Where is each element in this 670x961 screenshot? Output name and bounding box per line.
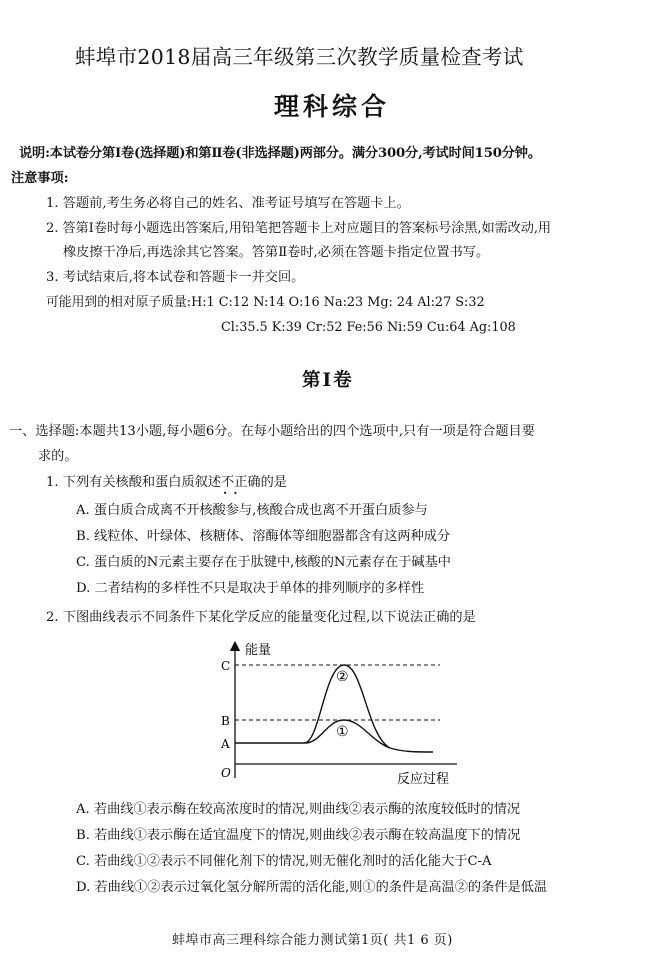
question-2-option-d: D. 若曲线①②表示过氧化氢分解所需的活化能,则①的条件是高温②的条件是低温: [76, 880, 548, 895]
notice-item-2-line-2: 橡皮擦干净后,再选涂其它答案。答第Ⅱ卷时,必须在答题卡指定位置书写。: [63, 245, 490, 260]
question-1-stem-emphasis: 不正确 · ·: [221, 475, 261, 490]
notice-heading: 注意事项:: [11, 171, 69, 186]
atomic-mass-line-1: 可能用到的相对原子质量:H:1 C:12 N:14 O:16 Na:23 Mg: 24 Al:27 S:32: [46, 295, 485, 310]
notice-item-3: 3. 考试结束后,将本试卷和答题卡一并交回。: [46, 270, 305, 285]
origin-label: O: [221, 766, 231, 780]
section-intro-line-2: 求的。: [38, 449, 78, 464]
question-2-stem: 2. 下图曲线表示不同条件下某化学反应的能量变化过程,以下说法正确的是: [46, 610, 476, 625]
level-b-label: B: [221, 714, 230, 728]
question-1-option-d: D. 二者结构的多样性不只是取决于单体的排列顺序的多样性: [76, 581, 425, 596]
exam-subtitle: 理科综合: [274, 92, 391, 121]
y-axis-label: 能量: [245, 643, 272, 658]
level-a-label: A: [221, 737, 230, 751]
question-1-stem: [46, 476, 287, 489]
x-axis-label: 反应过程: [397, 772, 450, 787]
question-2-option-b: B. 若曲线①表示酶在适宜温度下的情况,则曲线②表示酶在较高温度下的情况: [76, 828, 521, 843]
question-1-stem-after: 的是: [260, 475, 287, 490]
energy-diagram: [205, 638, 465, 788]
question-2-option-a: A. 若曲线①表示酶在较高浓度时的情况,则曲线②表示酶的浓度较低时的情况: [76, 802, 521, 817]
question-1-option-b: B. 线粒体、叶绿体、核糖体、溶酶体等细胞器都含有这两种成分: [76, 529, 451, 544]
question-1-stem-before: 1. 下列有关核酸和蛋白质叙述: [46, 475, 222, 490]
section-intro-line-1: 一、选择题:本题共13小题,每小题6分。在每小题给出的四个选项中,只有一项是符合题目要: [9, 424, 535, 439]
question-1-option-c: C. 蛋白质的N元素主要存在于肽键中,核酸的N元素存在于碱基中: [76, 555, 451, 570]
level-c-label: C: [221, 659, 231, 673]
page-footer: 蚌埠市高三理科综合能力测试第1页( 共1 6 页): [172, 933, 453, 948]
question-1-option-a: A. 蛋白质合成离不开核酸参与,核酸合成也离不开蛋白质参与: [76, 503, 428, 518]
atomic-mass-line-2: Cl:35.5 K:39 Cr:52 Fe:56 Ni:59 Cu:64 Ag:108: [221, 320, 516, 335]
notice-item-1: 1. 答题前,考生务必将自己的姓名、准考证号填写在答题卡上。: [46, 196, 410, 211]
curve-2-label: ②: [336, 669, 349, 685]
curve-1: [235, 720, 433, 752]
section-title: 第Ⅰ卷: [302, 370, 354, 391]
question-2-option-c: C. 若曲线①②表示不同催化剂下的情况,则无催化剂时的活化能大于C-A: [76, 854, 492, 869]
exam-title: 蚌埠市2018届高三年级第三次教学质量检查考试: [75, 45, 524, 69]
exam-note: 说明:本试卷分第Ⅰ卷(选择题)和第Ⅱ卷(非选择题)两部分。满分300分,考试时间150分钟。: [19, 146, 541, 161]
notice-item-2-line-1: 2. 答第Ⅰ卷时每小题选出答案后,用铅笔把答题卡上对应题目的答案标号涂黑,如需改动,用: [46, 221, 552, 236]
curve-1-label: ①: [336, 724, 349, 740]
